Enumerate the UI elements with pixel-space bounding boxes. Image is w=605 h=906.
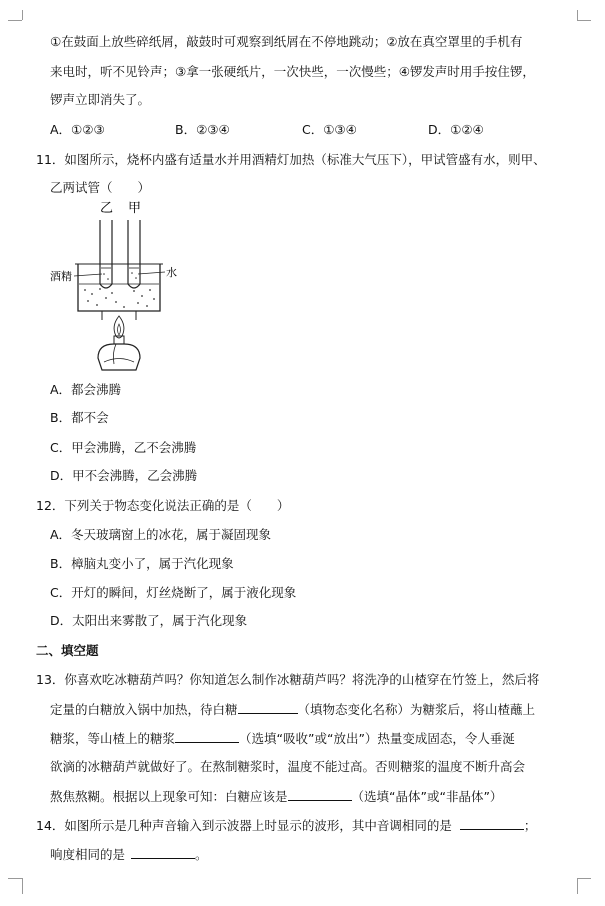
q12-option-a[interactable]: A．冬天玻璃窗上的冰花，属于凝固现象 (50, 527, 272, 542)
q11-option-c[interactable]: C．甲会沸腾，乙不会沸腾 (50, 440, 197, 455)
q10-option-b[interactable]: B．②③④ (175, 122, 230, 137)
q13-line4: 欲滴的冰糖葫芦就做好了。在熬制糖浆时，温度不能过高。否则糖浆的温度不断升高会 (50, 759, 526, 774)
q11-stem-line2: 乙两试管（ ） (50, 180, 151, 195)
q13-line3-text-b: （选填“吸收”或“放出”）热量变成固态，令人垂涎 (239, 731, 515, 746)
q13-line5-text-a: 熬焦熬糊。根据以上现象可知：白糖应该是 (50, 789, 288, 804)
crop-mark-top-left-h (8, 20, 22, 21)
q14-line2-text-b: 。 (195, 847, 208, 862)
q13-line5-text-b: （选填“晶体”或“非晶体”） (351, 789, 503, 804)
q13-blank-3[interactable] (288, 788, 352, 801)
q13-blank-2[interactable] (175, 730, 239, 743)
q12-option-c[interactable]: C．开灯的瞬间，灯丝烧断了，属于液化现象 (50, 585, 297, 600)
crop-mark-bottom-left-h (8, 878, 22, 879)
q13-line3 (50, 730, 515, 747)
q11-option-a[interactable]: A．都会沸腾 (50, 382, 122, 397)
crop-mark-top-left (22, 10, 23, 20)
label-yi: 乙 (100, 201, 114, 216)
q12-option-b[interactable]: B．樟脑丸变小了，属于汽化现象 (50, 556, 234, 571)
q10-stem-line1: ①在鼓面上放些碎纸屑，敲鼓时可观察到纸屑在不停地跳动；②放在真空罩里的手机有 (50, 34, 523, 49)
q14-line2 (50, 846, 208, 863)
crop-mark-bottom-right-h (577, 878, 591, 879)
crop-mark-bottom-right (577, 878, 578, 894)
q14-line1-text-b: ； (523, 818, 537, 833)
crop-mark-top-right (577, 10, 578, 20)
crop-mark-bottom-left (22, 878, 23, 894)
crop-mark-top-right-h (577, 20, 591, 21)
q13-line3-text-a: 糖浆，等山楂上的糖浆 (50, 731, 176, 746)
label-jia: 甲 (128, 201, 142, 216)
q13-line5 (50, 788, 502, 805)
q14-line2-text-a: 响度相同的是 (50, 847, 126, 862)
q13-line1: 13．你喜欢吃冰糖葫芦吗？你知道怎么制作冰糖葫芦吗？将洗净的山楂穿在竹签上，然后将 (36, 672, 540, 687)
q13-line2-text-b: （填物态变化名称）为糖浆后，将山楂蘸上 (297, 702, 536, 717)
q10-option-d[interactable]: D．①②④ (428, 122, 484, 137)
q14-blank-1[interactable] (460, 817, 524, 830)
section-fill-in-blank-title: 二、填空题 (36, 643, 99, 658)
beaker-test-tube-figure (50, 198, 190, 374)
q11-option-b[interactable]: B．都不会 (50, 410, 109, 425)
label-alcohol: 酒精 (50, 270, 72, 283)
q10-stem-line3: 锣声立即消失了。 (50, 92, 151, 107)
q14-blank-2[interactable] (131, 846, 195, 859)
label-water: 水 (166, 266, 177, 279)
q11-option-d[interactable]: D．甲不会沸腾，乙会沸腾 (50, 468, 198, 483)
q10-option-a[interactable]: A．①②③ (50, 122, 105, 137)
q12-stem: 12．下列关于物态变化说法正确的是（ ） (36, 498, 290, 513)
q13-blank-1[interactable] (238, 701, 298, 714)
q10-stem-line2: 来电时，听不见铃声；③拿一张硬纸片，一次快些，一次慢些；④锣发声时用手按住锣， (50, 64, 535, 79)
q13-line2-text-a: 定量的白糖放入锅中加热，待白糖 (50, 702, 238, 717)
q14-line1 (36, 817, 536, 834)
q13-line2 (50, 701, 535, 718)
q14-line1-text-a: 14．如图所示是几种声音输入到示波器上时显示的波形，其中音调相同的是 (36, 818, 452, 833)
q12-option-d[interactable]: D．太阳出来雾散了，属于汽化现象 (50, 613, 248, 628)
q10-option-c[interactable]: C．①③④ (302, 122, 357, 137)
q11-stem-line1: 11．如图所示，烧杯内盛有适量水并用酒精灯加热（标准大气压下），甲试管盛有水，则甲、 (36, 152, 546, 167)
